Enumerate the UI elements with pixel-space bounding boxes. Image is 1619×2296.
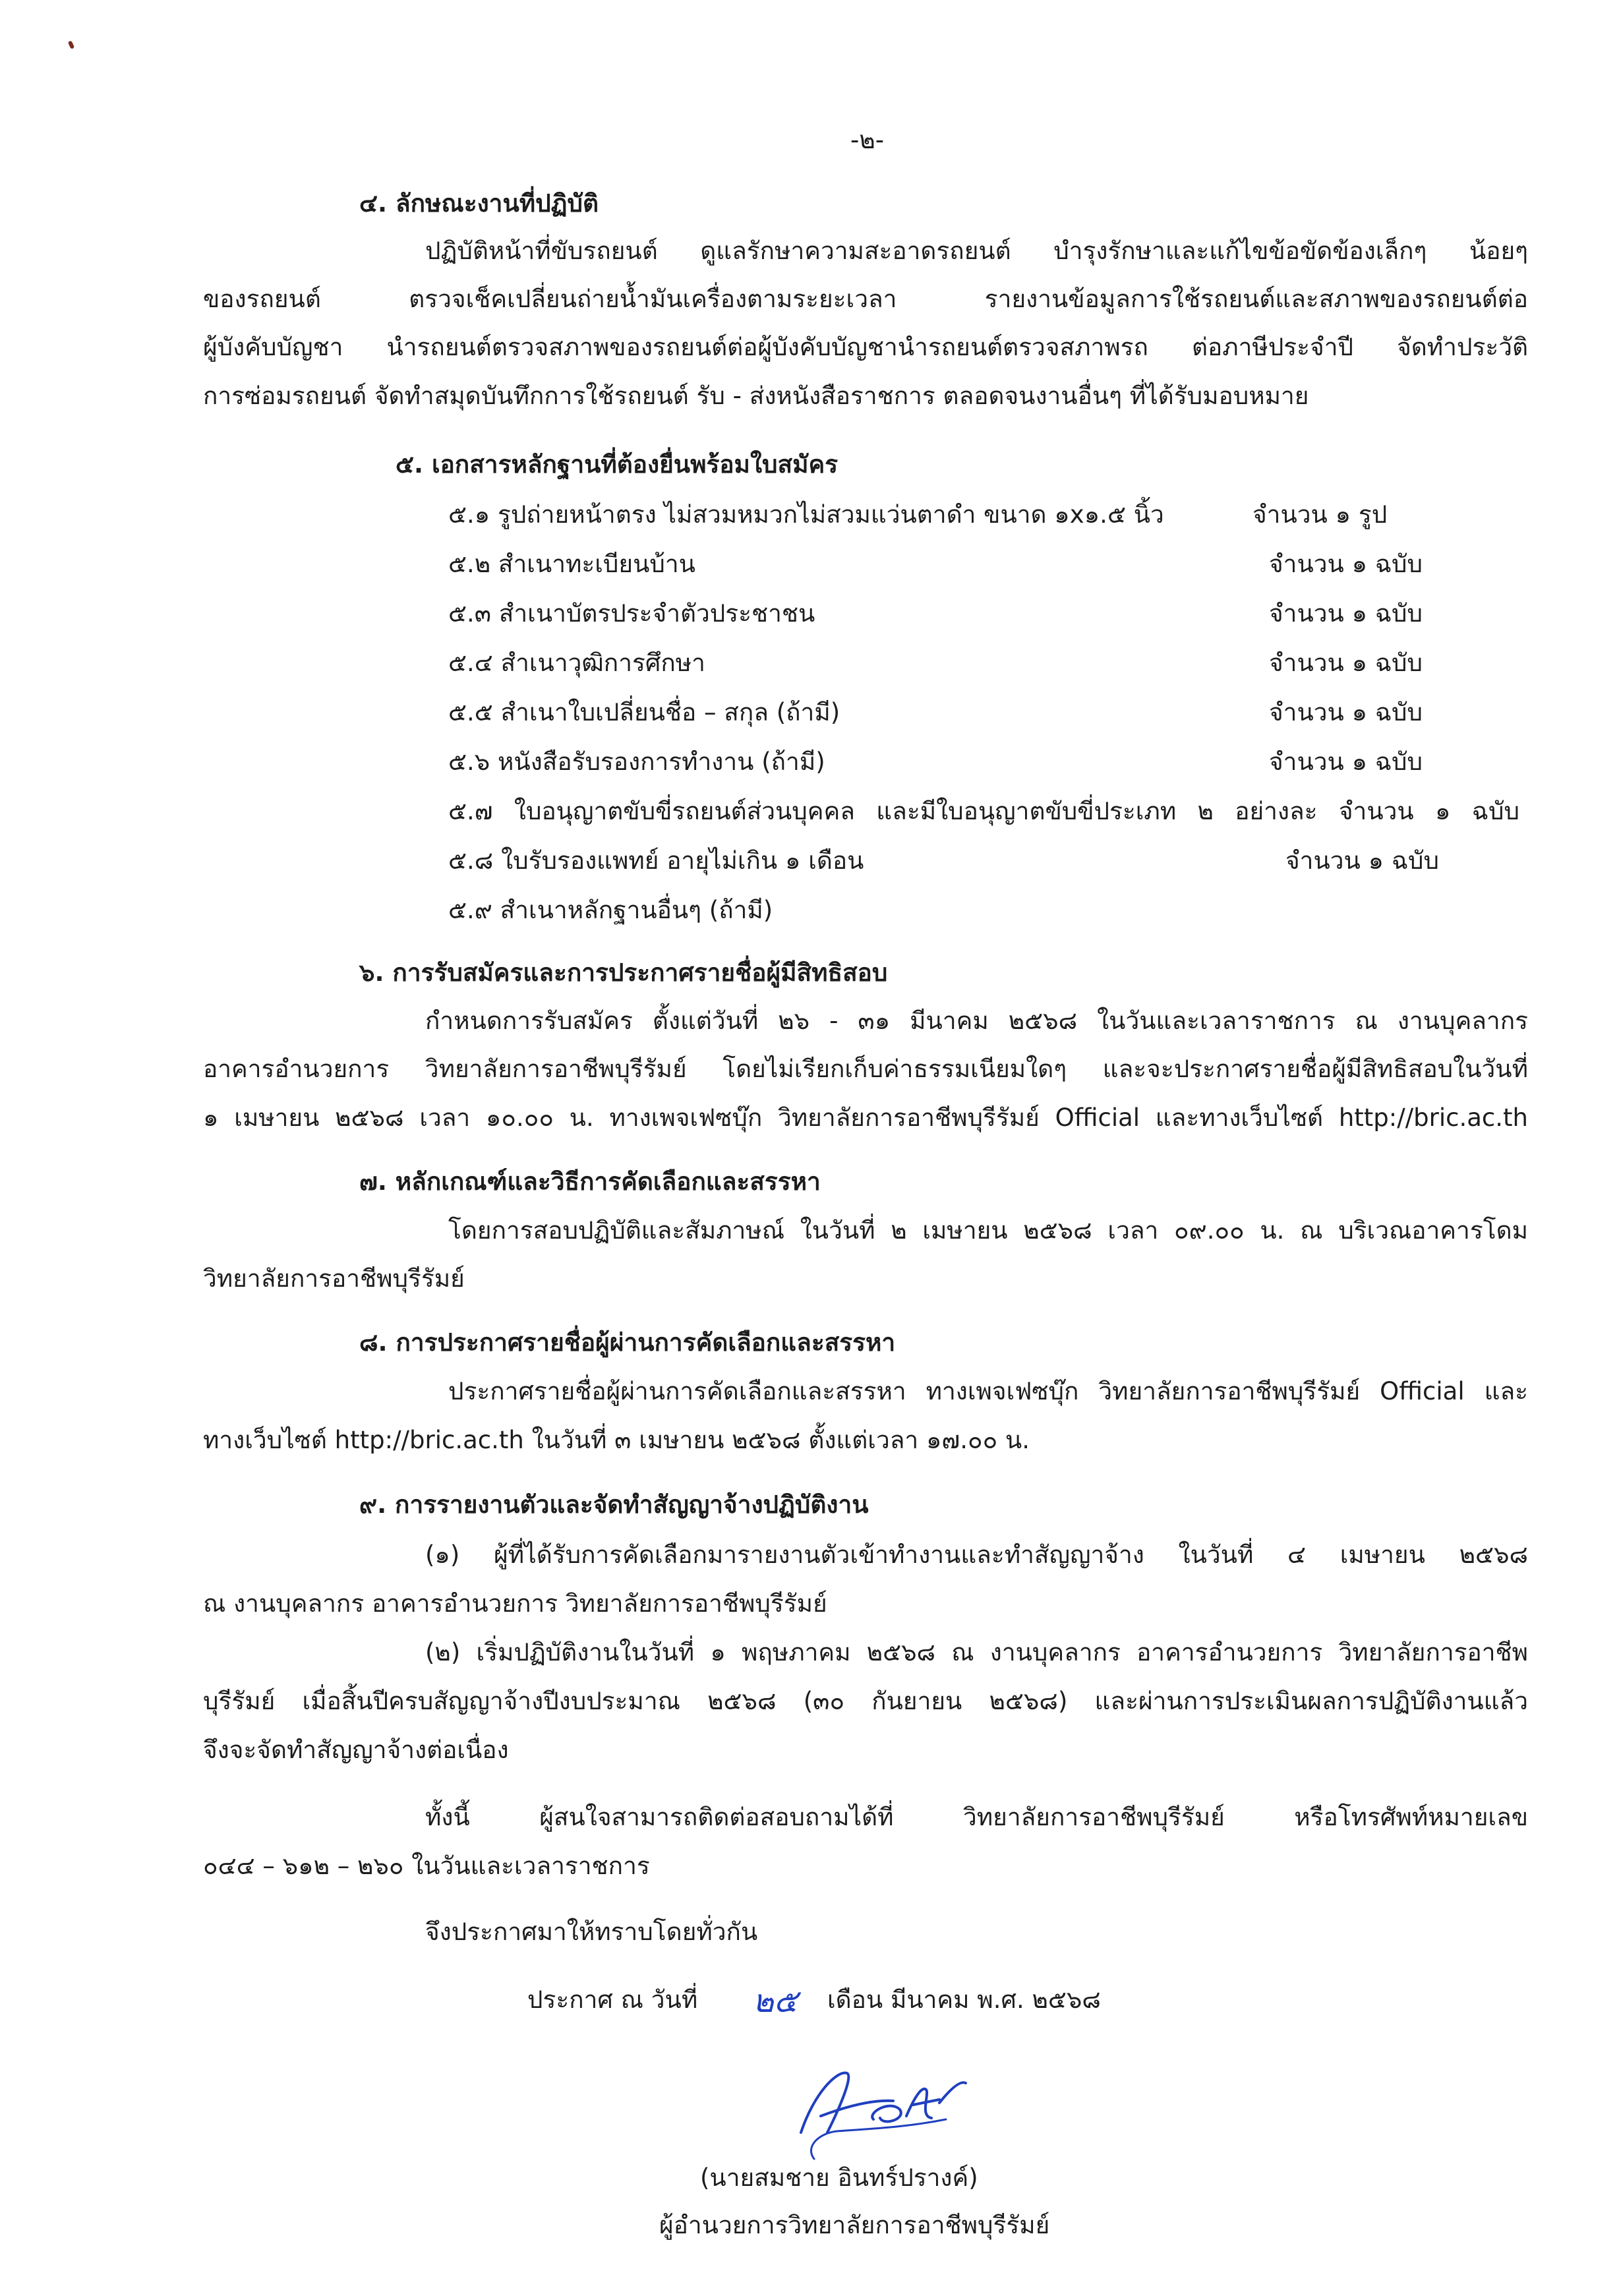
announce-prefix: ประกาศ ณ วันที่ — [527, 1986, 698, 2014]
section-6-line: อาคารอำนวยการ วิทยาลัยการอาชีพบุรีรัมย์ โดยไม่เรียกเก็บค่าธรรมเนียมใดๆ และจะประกาศรายชื่อผู้มีสิทธิสอบในวันที่ — [203, 1055, 1528, 1083]
section-6-line: ๑ เมษายน ๒๕๖๘ เวลา ๑๐.๐๐ น. ทางเพจเฟซบุ๊ก วิทยาลัยการอาชีพบุรีรัมย์ Official และทางเว็บไซต์ http://bric.ac.th — [203, 1104, 1528, 1132]
doc-item-qty: จำนวน ๑ รูป — [1252, 500, 1388, 529]
section-7-line: โดยการสอบปฏิบัติและสัมภาษณ์ ในวันที่ ๒ เมษายน ๒๕๖๘ เวลา ๐๙.๐๐ น. ณ บริเวณอาคารโดม — [448, 1216, 1528, 1245]
section-6-line: กำหนดการรับสมัคร ตั้งแต่วันที่ ๒๖ - ๓๑ มีนาคม ๒๕๖๘ ในวันและเวลาราชการ ณ งานบุคลากร — [425, 1007, 1528, 1035]
section-7-heading: ๗. หลักเกณฑ์และวิธีการคัดเลือกและสรรหา — [359, 1167, 821, 1196]
contact-line: ทั้งนี้ ผู้สนใจสามารถติดต่อสอบถามได้ที่ วิทยาลัยการอาชีพบุรีรัมย์ หรือโทรศัพท์หมายเลข — [425, 1803, 1528, 1831]
doc-item-label: ๕.๙ สำเนาหลักฐานอื่นๆ (ถ้ามี) — [448, 896, 773, 924]
section-9-line: จึงจะจัดทำสัญญาจ้างต่อเนื่อง — [203, 1736, 509, 1764]
section-8-heading: ๘. การประกาศรายชื่อผู้ผ่านการคัดเลือกและสรรหา — [359, 1328, 896, 1357]
section-5-heading: ๕. เอกสารหลักฐานที่ต้องยื่นพร้อมใบสมัคร — [396, 450, 839, 479]
doc-item-qty: จำนวน ๑ ฉบับ — [1269, 550, 1423, 578]
doc-item-qty: จำนวน ๑ ฉบับ — [1269, 649, 1423, 677]
signer-name: (นายสมชาย อินทร์ปรางค์) — [700, 2164, 978, 2192]
signer-title: ผู้อำนวยการวิทยาลัยการอาชีพบุรีรัมย์ — [659, 2211, 1050, 2239]
announce-suffix: เดือน มีนาคม พ.ศ. ๒๕๖๘ — [827, 1986, 1101, 2014]
section-4-line: ของรถยนต์ ตรวจเช็คเปลี่ยนถ่ายน้ำมันเครื่องตามระยะเวลา รายงานข้อมูลการใช้รถยนต์และสภาพของรถยนต์ต่อ — [203, 285, 1528, 313]
section-7-line: วิทยาลัยการอาชีพบุรีรัมย์ — [203, 1264, 465, 1293]
doc-item-qty: จำนวน ๑ ฉบับ — [1269, 599, 1423, 628]
doc-item-label: ๕.๑ รูปถ่ายหน้าตรง ไม่สวมหมวกไม่สวมแว่นตาดำ ขนาด ๑x๑.๕ นิ้ว — [448, 500, 1164, 529]
doc-item-label: ๕.๘ ใบรับรองแพทย์ อายุไม่เกิน ๑ เดือน — [448, 846, 864, 875]
doc-item-label: ๕.๒ สำเนาทะเบียนบ้าน — [448, 550, 695, 578]
section-9-line: (๒) เริ่มปฏิบัติงานในวันที่ ๑ พฤษภาคม ๒๕๖๘ ณ งานบุคลากร อาคารอำนวยการ วิทยาลัยการอาชีพ — [425, 1638, 1528, 1666]
doc-item-qty: จำนวน ๑ ฉบับ — [1269, 748, 1423, 776]
section-9-heading: ๙. การรายงานตัวและจัดทำสัญญาจ้างปฏิบัติงาน — [359, 1490, 869, 1519]
ink-speck — [68, 40, 75, 49]
section-6-heading: ๖. การรับสมัครและการประกาศรายชื่อผู้มีสิทธิสอบ — [359, 958, 888, 987]
doc-item-label: ๕.๕ สำเนาใบเปลี่ยนชื่อ – สกุล (ถ้ามี) — [448, 698, 840, 726]
section-4-line: ผู้บังคับบัญชา นำรถยนต์ตรวจสภาพของรถยนต์ต่อผู้บังคับบัญชานำรถยนต์ตรวจสภาพรถ ต่อภาษีประจำปี จัดทำประวัติ — [203, 333, 1528, 361]
doc-item-label: ๕.๓ สำเนาบัตรประจำตัวประชาชน — [448, 599, 815, 628]
section-9-line: ณ งานบุคลากร อาคารอำนวยการ วิทยาลัยการอาชีพบุรีรัมย์ — [203, 1589, 827, 1618]
announce-day-handwritten: ๒๕ — [753, 1983, 798, 2020]
doc-item-label: ๕.๔ สำเนาวุฒิการศึกษา — [448, 649, 705, 677]
page-number: -๒- — [850, 126, 885, 154]
section-9-line: บุรีรัมย์ เมื่อสิ้นปีครบสัญญาจ้างปีงบประมาณ ๒๕๖๘ (๓๐ กันยายน ๒๕๖๘) และผ่านการประเมินผลการปฏิบัติงานแล้ว — [203, 1687, 1528, 1715]
section-9-line: (๑) ผู้ที่ได้รับการคัดเลือกมารายงานตัวเข้าทำงานและทำสัญญาจ้าง ในวันที่ ๔ เมษายน ๒๕๖๘ — [425, 1541, 1528, 1569]
section-4-line: การซ่อมรถยนต์ จัดทำสมุดบันทึกการใช้รถยนต์ รับ - ส่งหนังสือราชการ ตลอดจนงานอื่นๆ ที่ได้รับมอบหมาย — [203, 382, 1309, 410]
contact-line: ๐๔๔ – ๖๑๒ – ๒๖๐ ในวันและเวลาราชการ — [203, 1852, 650, 1880]
doc-item-qty: จำนวน ๑ ฉบับ — [1269, 698, 1423, 726]
section-8-line: ประกาศรายชื่อผู้ผ่านการคัดเลือกและสรรหา ทางเพจเฟซบุ๊ก วิทยาลัยการอาชีพบุรีรัมย์ Official และ — [448, 1377, 1528, 1405]
closing-statement: จึงประกาศมาให้ทราบโดยทั่วกัน — [425, 1918, 758, 1946]
section-4-line: ปฏิบัติหน้าที่ขับรถยนต์ ดูแลรักษาความสะอาดรถยนต์ บำรุงรักษาและแก้ไขข้อขัดข้องเล็กๆ น้อยๆ — [425, 237, 1528, 265]
signature-image — [775, 2053, 986, 2165]
doc-item-label: ๕.๖ หนังสือรับรองการทำงาน (ถ้ามี) — [448, 748, 825, 776]
doc-item-qty: จำนวน ๑ ฉบับ — [1285, 846, 1440, 875]
doc-item-label: ๕.๗ ใบอนุญาตขับขี่รถยนต์ส่วนบุคคล และมีใบอนุญาตขับขี่ประเภท ๒ อย่างละ จำนวน ๑ ฉบับ — [448, 797, 1519, 825]
section-4-heading: ๔. ลักษณะงานที่ปฏิบัติ — [359, 189, 599, 218]
section-8-line: ทางเว็บไซต์ http://bric.ac.th ในวันที่ ๓ เมษายน ๒๕๖๘ ตั้งแต่เวลา ๑๗.๐๐ น. — [203, 1426, 1030, 1454]
